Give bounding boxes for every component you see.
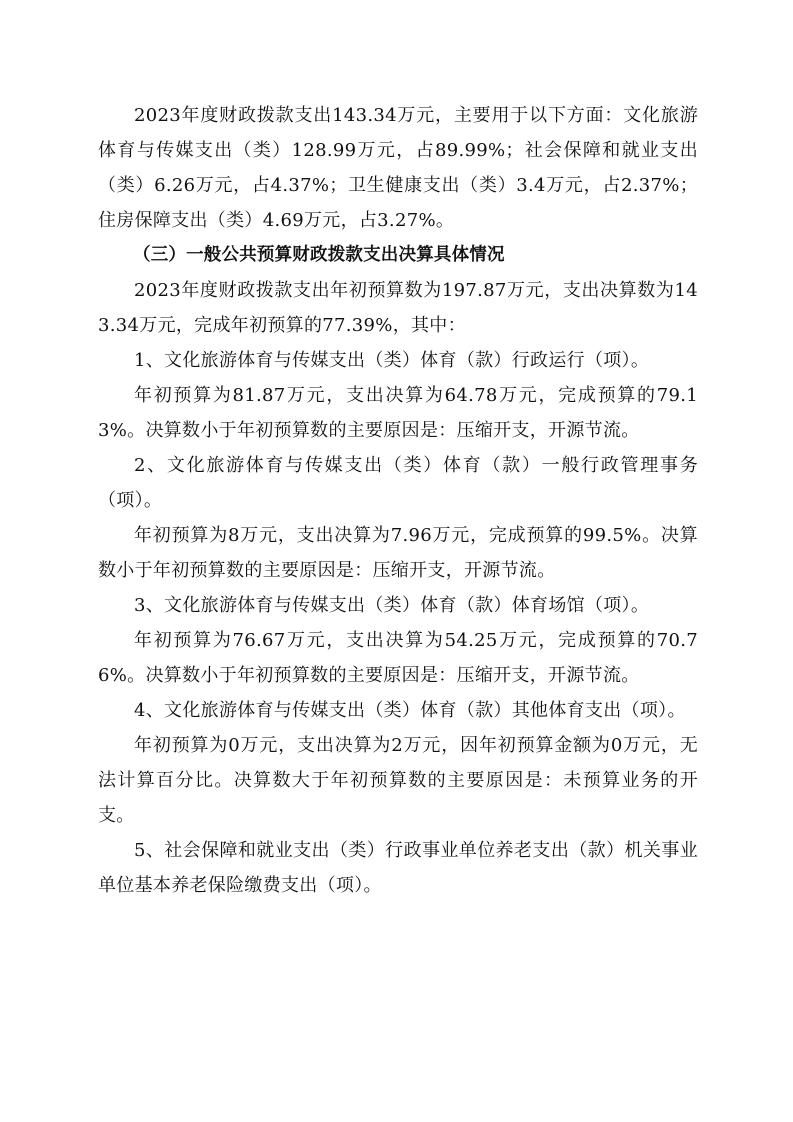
document-body [98,98,698,903]
intro-paragraph: 2023年度财政拨款支出143.34万元，主要用于以下方面：文化旅游体育与传媒支出（类）128.99万元，占89.99%；社会保障和就业支出（类）6.26万元，占4.37%；卫生健康支出（类）3.4万元，占2.37%；住房保障支出（类）4.69万元，占3.27%。 [98,105,698,231]
section-heading: （三）一般公共预算财政拨款支出决算具体情况 [133,245,505,265]
item-5-title: 5、社会保障和就业支出（类）行政事业单位养老支出（款）机关事业单位基本养老保险缴费支出（项）。 [98,840,698,896]
item-1-title: 1、文化旅游体育与传媒支出（类）体育（款）行政运行（项）。 [134,350,650,371]
item-1-detail: 年初预算为81.87万元，支出决算为64.78万元，完成预算的79.13%。决算数小于年初预算数的主要原因是：压缩开支，开源节流。 [98,385,698,441]
item-3-title: 3、文化旅游体育与传媒支出（类）体育（款）体育场馆（项）。 [134,595,650,616]
item-2-title: 2、文化旅游体育与传媒支出（类）体育（款）一般行政管理事务（项）。 [98,455,698,511]
item-4-title: 4、文化旅游体育与传媒支出（类）体育（款）其他体育支出（项）。 [134,700,686,721]
item-3-detail: 年初预算为76.67万元，支出决算为54.25万元，完成预算的70.76%。决算数小于年初预算数的主要原因是：压缩开支，开源节流。 [98,630,698,686]
summary-paragraph: 2023年度财政拨款支出年初预算数为197.87万元，支出决算数为143.34万元，完成年初预算的77.39%，其中： [98,280,698,336]
item-2-detail: 年初预算为8万元，支出决算为7.96万元，完成预算的99.5%。决算数小于年初预算数的主要原因是：压缩开支，开源节流。 [98,525,698,581]
item-4-detail: 年初预算为0万元，支出决算为2万元，因年初预算金额为0万元，无法计算百分比。决算数大于年初预算数的主要原因是：未预算业务的开支。 [98,735,698,826]
